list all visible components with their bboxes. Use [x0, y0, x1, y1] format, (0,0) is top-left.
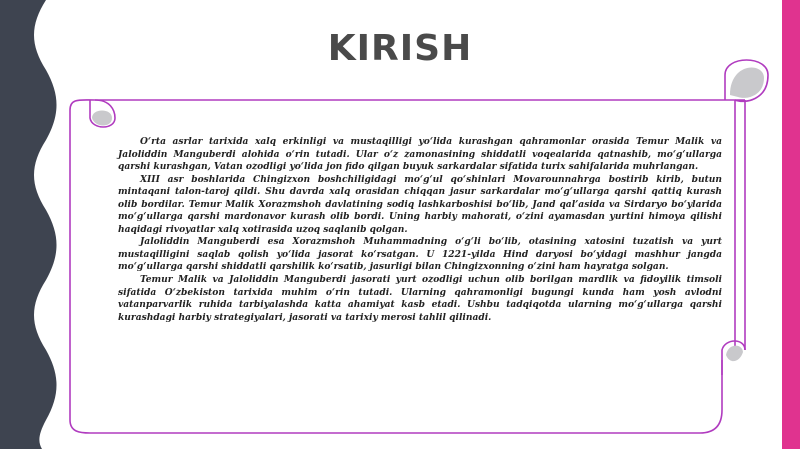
paragraph-4: Temur Malik va Jaloliddin Manguberdi jasorati yurt ozodligi uchun olib borilgan mardlik va fidoyilik timsoli sifatida O‘zbekiston tarixida muhim o‘rin tutadi. Ularning qahramonligi bugungi kunda ham yosh avlodni vatanparvarlik ruhida tarbiyalashda katta ahamiyat kasb etadi. Ushbu tadqiqotda ularning mo‘g‘ullarga qarshi kurashdagi harbiy strategiyalari, jasorati va tarixiy merosi tahlil qilinadi.	[118, 274, 722, 323]
paragraph-1: O‘rta asrlar tarixida xalq erkinligi va mustaqilligi yo‘lida kurashgan qahramonlar orasida Temur Malik va Jaloliddin Manguberdi alohida o‘rin tutadi. Ular o‘z zamonasining shiddatli voqealarida qatnashib, mo‘g‘ullarga qarshi kurashgan, Vatan ozodligi yo‘lida jon fido qilgan buyuk sarkardalar sifatida turix sahifalarida muhrlangan.	[118, 136, 722, 173]
paragraph-2: XIII asr boshlarida Chingizxon boshchiligidagi mo‘g‘ul qo‘shinlari Movarounnahrga bostirib kirib, butun mintaqani talon-taroj qildi. Shu davrda xalq orasidan chiqqan jasur sarkardalar mo‘g‘ullarga qarshi qattiq kurash olib bordilar. Temur Malik Xorazmshoh davlatining sodiq lashkarboshisi bo‘lib, Jand qal’asida va Sirdaryo bo‘ylarida mo‘g‘ullarga qarshi mardonavor kurash olib bordi. Uning harbiy mahorati, o‘zini ayamasdan yurtini himoya qilishi haqidagi rivoyatlar xalq xotirasida uzoq saqlanib qolgan.	[118, 173, 722, 235]
slide-title: KIRISH	[327, 28, 473, 69]
paragraph-3: Jaloliddin Manguberdi esa Xorazmshoh Muhammadning o‘g‘li bo‘lib, otasining xatosini tuzatish va yurt mustaqilligini saqlab qolish yo‘lida jasorat ko‘rsatgan. U 1221-yilda Hind daryosi bo‘yidagi mashhur jangda mo‘g‘ullarga qarshi shiddatli qarshilik ko‘rsatib, jasurligi bilan Chingizxonning o‘zini ham hayratga solgan.	[118, 236, 722, 273]
intro-text-block	[118, 136, 722, 324]
